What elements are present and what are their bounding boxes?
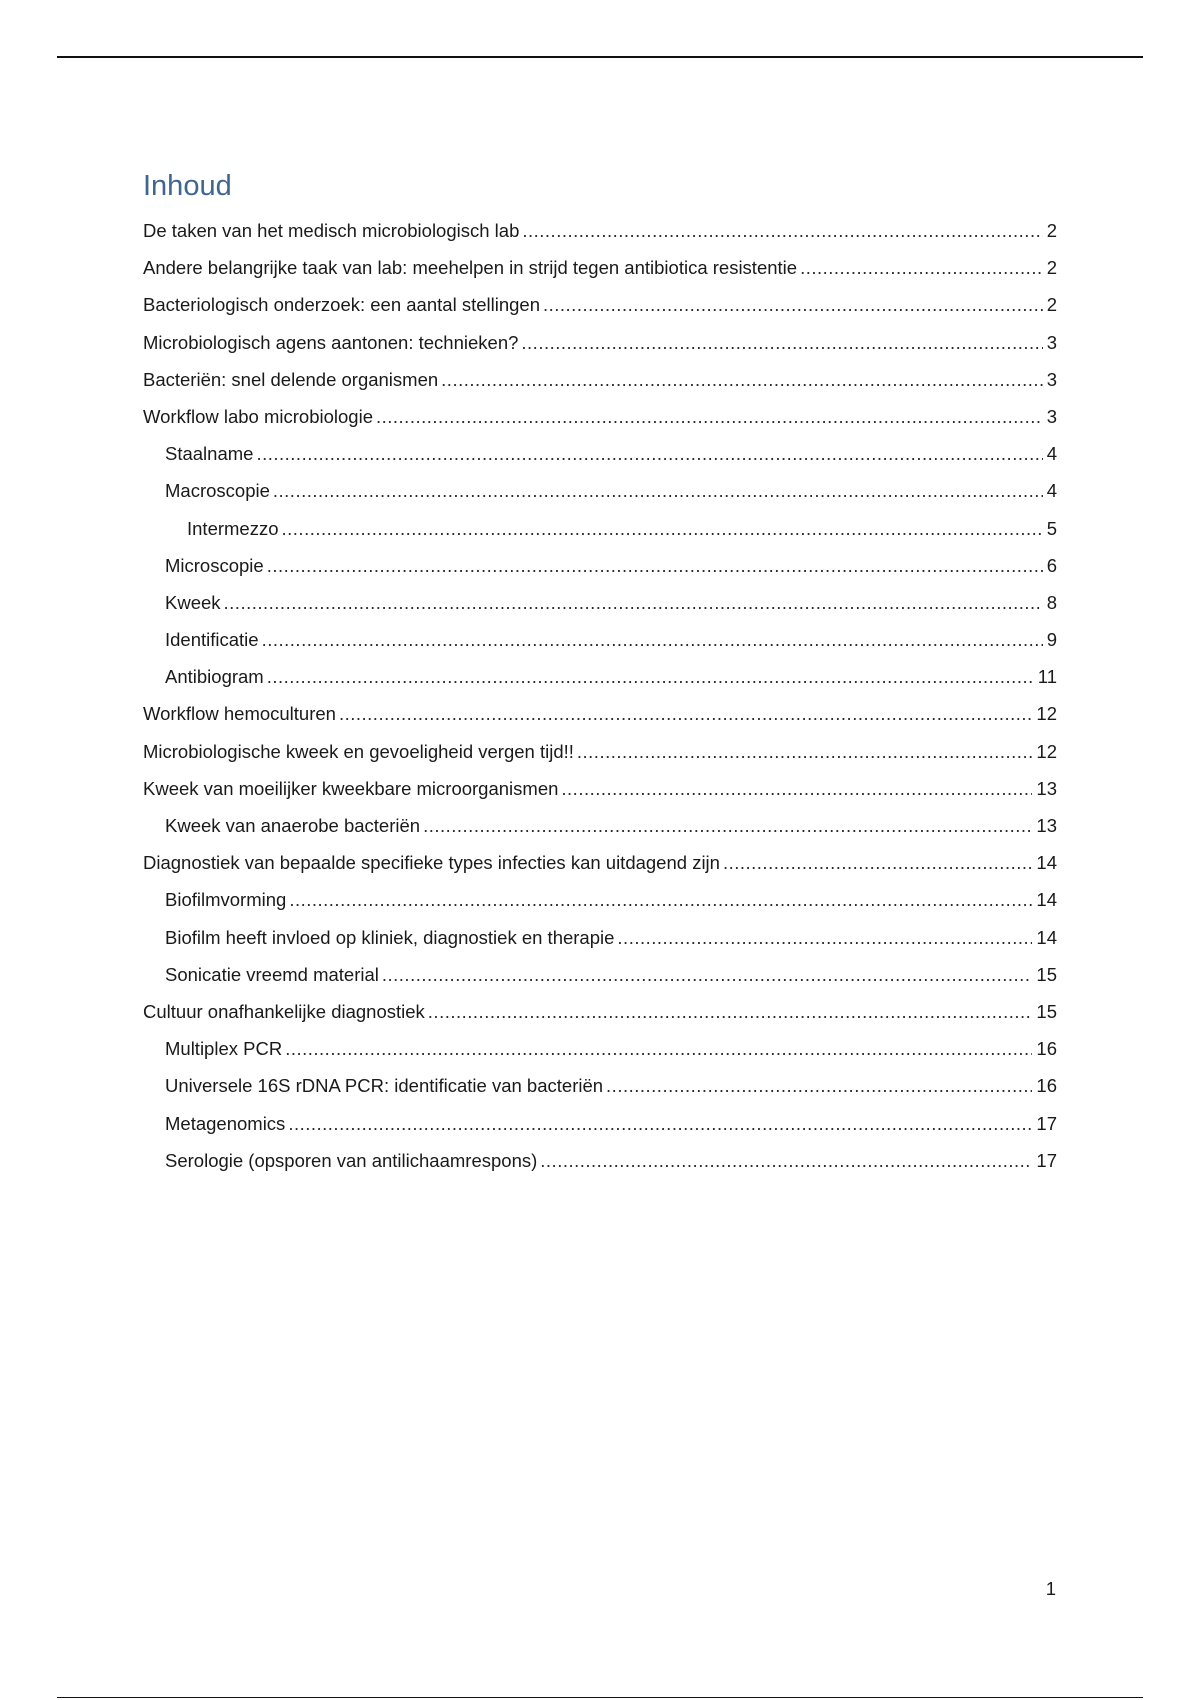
toc-entry-page: 13 xyxy=(1036,777,1057,799)
toc-entry-page: 3 xyxy=(1046,405,1057,427)
toc-entry[interactable] xyxy=(143,324,1057,361)
toc-entry-text: De taken van het medisch microbiologisch lab xyxy=(143,220,520,241)
toc-entry-page: 12 xyxy=(1036,703,1057,725)
toc-entry-text: Andere belangrijke taak van lab: meehelpen in strijd tegen antibiotica resistentie xyxy=(143,257,798,279)
toc-entry[interactable] xyxy=(143,807,1057,844)
toc-leader-dots xyxy=(423,807,1032,844)
toc-leader-dots xyxy=(561,770,1032,807)
toc-entry[interactable] xyxy=(143,881,1057,918)
header-rule xyxy=(57,56,1143,58)
toc-entry-page: 11 xyxy=(1037,666,1057,688)
toc-entry-text: Bacteriologisch onderzoek: een aantal stellingen xyxy=(143,294,540,316)
toc-leader-dots xyxy=(382,956,1033,993)
toc-entry-text: Kweek van moeilijker kweekbare microorganismen xyxy=(143,777,559,799)
toc-entry[interactable] xyxy=(143,249,1057,286)
toc-leader-dots xyxy=(224,584,1043,621)
toc-entry-page: 16 xyxy=(1036,1038,1057,1060)
toc-entry-page: 2 xyxy=(1046,257,1057,279)
toc-leader-dots xyxy=(285,1030,1032,1067)
toc-leader-dots xyxy=(282,510,1043,547)
toc-entry-text: Macroscopie xyxy=(165,480,270,502)
toc-entry[interactable] xyxy=(143,435,1057,472)
toc-entry[interactable] xyxy=(143,621,1057,658)
toc-entry-text: Diagnostiek van bepaalde specifieke types infecties kan uitdagend zijn xyxy=(143,852,720,874)
toc-entry-text: Kweek xyxy=(165,591,221,613)
toc-entry[interactable] xyxy=(143,956,1057,993)
toc-entry[interactable] xyxy=(143,695,1057,732)
toc-entry-page: 15 xyxy=(1036,963,1057,985)
toc-entry-page: 14 xyxy=(1036,889,1057,911)
toc-entry-page: 9 xyxy=(1046,629,1057,651)
toc-entry-text: Kweek van anaerobe bacteriën xyxy=(165,815,421,836)
toc-entry[interactable] xyxy=(143,658,1057,695)
toc-entry-text: Sonicatie vreemd material xyxy=(165,963,379,985)
toc-entry[interactable] xyxy=(143,993,1057,1030)
toc-entry[interactable] xyxy=(143,510,1057,547)
toc-entry-text: Cultuur onafhankelijke diagnostiek xyxy=(143,1000,425,1022)
toc-list xyxy=(143,212,1057,1179)
toc-entry[interactable] xyxy=(143,1142,1057,1179)
toc-entry-text: Microbiologisch agens aantonen: technieken? xyxy=(143,331,519,353)
toc-entry-page: 2 xyxy=(1046,220,1057,241)
toc-entry-text: Bacteriën: snel delende organismen xyxy=(143,368,439,390)
toc-leader-dots xyxy=(428,993,1033,1030)
toc-entry-text: Biofilm heeft invloed op kliniek, diagnostiek en therapie xyxy=(165,926,615,948)
toc-entry-text: Workflow hemoculturen xyxy=(143,703,336,725)
toc-leader-dots xyxy=(577,733,1033,770)
toc-entry[interactable] xyxy=(143,1030,1057,1067)
toc-entry-page: 15 xyxy=(1036,1000,1057,1022)
toc-title: Inhoud xyxy=(143,170,232,202)
toc-leader-dots xyxy=(543,286,1043,323)
toc-entry-text: Universele 16S rDNA PCR: identificatie van bacteriën xyxy=(165,1075,604,1097)
toc-entry-page: 17 xyxy=(1036,1112,1057,1134)
toc-leader-dots xyxy=(617,919,1032,956)
toc-entry-text: Workflow labo microbiologie xyxy=(143,405,373,427)
toc-entry-page: 17 xyxy=(1036,1149,1057,1171)
toc-entry[interactable] xyxy=(143,212,1057,249)
toc-entry-page: 16 xyxy=(1036,1075,1057,1097)
toc-leader-dots xyxy=(267,547,1043,584)
toc-leader-dots xyxy=(800,249,1043,286)
toc-leader-dots xyxy=(273,472,1043,509)
toc-leader-dots xyxy=(521,324,1042,361)
toc-leader-dots xyxy=(256,435,1042,472)
toc-entry[interactable] xyxy=(143,398,1057,435)
toc-entry-page: 3 xyxy=(1046,331,1057,353)
toc-entry-page: 4 xyxy=(1046,480,1057,502)
toc-entry-text: Identificatie xyxy=(165,629,259,651)
toc-entry-page: 14 xyxy=(1036,852,1057,874)
toc-leader-dots xyxy=(376,398,1043,435)
toc-leader-dots xyxy=(522,212,1042,249)
toc-entry-page: 13 xyxy=(1036,815,1057,836)
toc-entry-text: Intermezzo xyxy=(187,517,279,539)
toc-leader-dots xyxy=(288,1105,1032,1142)
toc-entry-text: Microbiologische kweek en gevoeligheid vergen tijd!! xyxy=(143,740,574,762)
toc-entry[interactable] xyxy=(143,286,1057,323)
toc-leader-dots xyxy=(723,844,1032,881)
toc-entry[interactable] xyxy=(143,361,1057,398)
toc-entry-page: 4 xyxy=(1046,443,1057,465)
toc-entry-text: Multiplex PCR xyxy=(165,1038,283,1060)
toc-entry-text: Microscopie xyxy=(165,554,264,576)
toc-entry[interactable] xyxy=(143,1105,1057,1142)
toc-entry-page: 3 xyxy=(1046,368,1057,390)
footer-page-number: 1 xyxy=(1045,1578,1056,1599)
toc-leader-dots xyxy=(339,695,1032,732)
toc-entry-page: 6 xyxy=(1046,554,1057,576)
toc-entry[interactable] xyxy=(143,472,1057,509)
toc-entry-page: 12 xyxy=(1036,740,1057,762)
toc-entry[interactable] xyxy=(143,919,1057,956)
toc-entry-text: Antibiogram xyxy=(165,666,264,688)
toc-entry[interactable] xyxy=(143,1067,1057,1104)
toc-leader-dots xyxy=(441,361,1043,398)
table-of-contents xyxy=(143,168,1057,1179)
toc-leader-dots xyxy=(540,1142,1032,1179)
toc-entry-page: 2 xyxy=(1046,294,1057,316)
toc-entry-page: 5 xyxy=(1046,517,1057,539)
toc-entry-text: Serologie (opsporen van antilichaamrespons) xyxy=(165,1149,538,1171)
toc-entry-text: Metagenomics xyxy=(165,1112,286,1134)
toc-entry-text: Staalname xyxy=(165,443,254,465)
toc-entry[interactable] xyxy=(143,547,1057,584)
toc-entry-page: 14 xyxy=(1036,926,1057,948)
toc-entry[interactable] xyxy=(143,770,1057,807)
toc-entry[interactable] xyxy=(143,733,1057,770)
toc-leader-dots xyxy=(606,1067,1032,1104)
toc-leader-dots xyxy=(262,621,1043,658)
toc-entry[interactable] xyxy=(143,584,1057,621)
toc-entry-text: Biofilmvorming xyxy=(165,889,287,911)
toc-leader-dots xyxy=(289,881,1032,918)
toc-entry-page: 8 xyxy=(1046,591,1057,613)
footer-rule xyxy=(57,1697,1143,1698)
toc-leader-dots xyxy=(267,658,1034,695)
toc-entry[interactable] xyxy=(143,844,1057,881)
